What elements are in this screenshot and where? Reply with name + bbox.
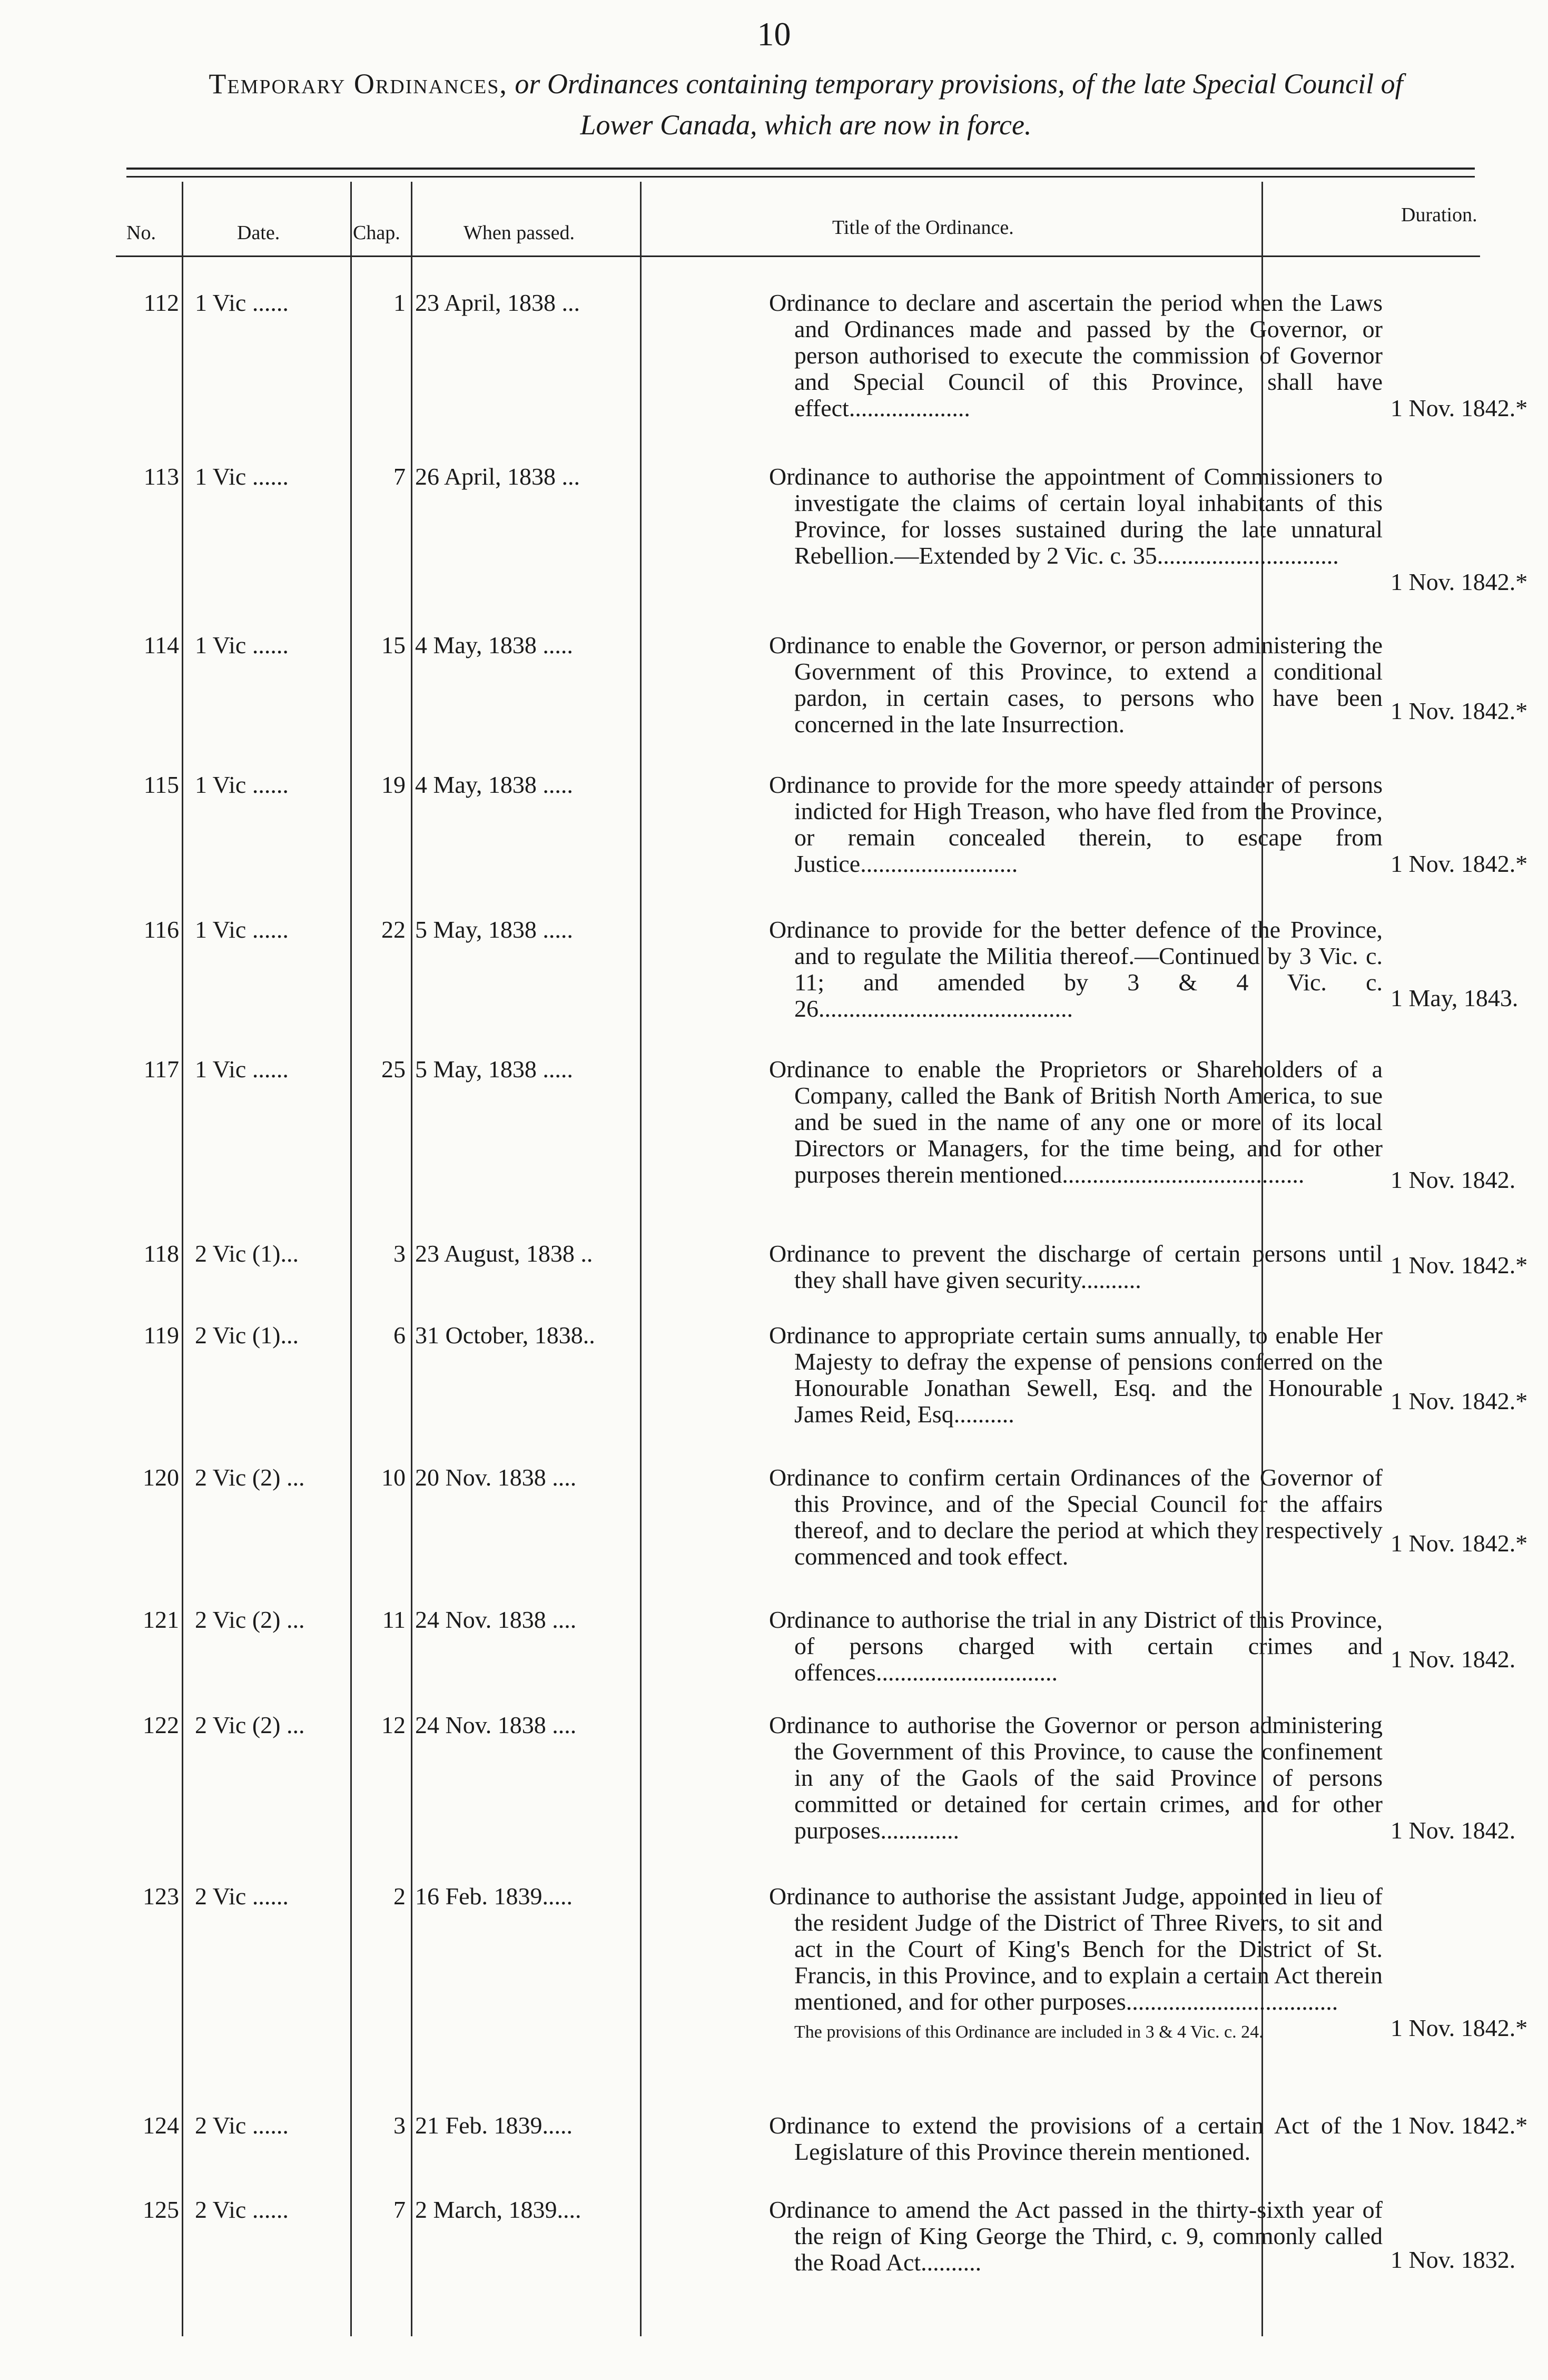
row-chap: 3 (393, 2112, 406, 2139)
row-chap: 7 (393, 463, 406, 490)
row-title-text: Ordinance to declare and ascertain the period when the Laws and Ordinances made and passed by the Governor, or person authorised to execute the commission of Governor and Special Council of this Province, shall have effect.................... (769, 289, 1383, 421)
row-chap: 7 (393, 2196, 406, 2223)
row-duration: 1 Nov. 1842.* (1391, 697, 1528, 724)
row-date: 1 Vic ...... (195, 463, 289, 490)
row-title (769, 464, 1383, 569)
row-no: 114 (143, 632, 179, 658)
row-duration: 1 Nov. 1842.* (1391, 1252, 1528, 1278)
row-duration: 1 Nov. 1832. (1391, 2246, 1516, 2273)
row-no: 118 (143, 1240, 179, 1267)
row-when-passed: 2 March, 1839.... (415, 2196, 581, 2223)
title-rest: or Ordinances containing temporary provisions, of the late Special Council of (515, 68, 1403, 100)
table-header (116, 184, 1480, 263)
header-no: No. (126, 222, 156, 244)
row-when-passed: 16 Feb. 1839..... (415, 1883, 573, 1910)
row-when-passed: 31 October, 1838.. (415, 1322, 595, 1349)
row-date: 2 Vic ...... (195, 2196, 289, 2223)
row-date: 2 Vic ...... (195, 2112, 289, 2139)
row-title-text: Ordinance to enable the Proprietors or Shareholders of a Company, called the Bank of British North America, to sue and be sued in the name of any one or more of its local Directors or Managers, for the time being, and for other purposes therein mentioned........................................ (769, 1056, 1383, 1188)
row-date: 2 Vic (1)... (195, 1240, 299, 1267)
row-duration: 1 Nov. 1842.* (1391, 2112, 1528, 2139)
row-no: 119 (143, 1322, 179, 1349)
row-duration: 1 Nov. 1842.* (1391, 568, 1528, 595)
row-date: 2 Vic (2) ... (195, 1712, 305, 1738)
row-title (769, 1464, 1383, 1570)
row-title (769, 1607, 1383, 1686)
page-title (116, 63, 1496, 145)
row-title-text: Ordinance to prevent the discharge of certain persons until they shall have given security.......... (769, 1240, 1383, 1293)
page-number: 10 (757, 15, 791, 53)
row-title-text: Ordinance to enable the Governor, or person administering the Government of this Province, to extend a conditional pardon, in certain cases, to persons who have been concerned in the late Insurrection. (769, 632, 1383, 737)
row-duration: 1 Nov. 1842.* (1391, 850, 1528, 877)
title-line2: Lower Canada, which are now in force. (580, 109, 1032, 141)
row-title-text: Ordinance to authorise the trial in any District of this Province, of persons charged with certain crimes and offences.............................. (769, 1606, 1383, 1686)
row-chap: 19 (381, 771, 406, 798)
row-duration: 1 Nov. 1842.* (1391, 395, 1528, 421)
row-chap: 25 (381, 1056, 406, 1083)
title-double-rule (126, 168, 1475, 178)
row-note: The provisions of this Ordinance are included in 3 & 4 Vic. c. 24. (794, 2022, 1264, 2042)
column-divider-chap (411, 182, 412, 2336)
row-when-passed: 4 May, 1838 ..... (415, 632, 573, 658)
row-when-passed: 5 May, 1838 ..... (415, 1056, 573, 1083)
row-chap: 3 (393, 1240, 406, 1267)
row-when-passed: 24 Nov. 1838 .... (415, 1712, 577, 1738)
header-title: Title of the Ordinance. (832, 217, 1014, 239)
row-no: 125 (143, 2196, 179, 2223)
row-duration: 1 Nov. 1842. (1391, 1646, 1516, 1673)
row-title-text: Ordinance to authorise the Governor or person administering the Government of this Province, to cause the confinement in any of the Gaols of the said Province of persons committed or detained for certain crimes, and for other purposes............. (769, 1712, 1383, 1844)
row-title (769, 290, 1383, 421)
row-when-passed: 26 April, 1838 ... (415, 463, 580, 490)
row-duration: 1 Nov. 1842. (1391, 1817, 1516, 1844)
row-no: 121 (143, 1606, 179, 1633)
row-title (769, 632, 1383, 737)
row-date: 2 Vic (2) ... (195, 1606, 305, 1633)
row-title-text: Ordinance to authorise the appointment of Commissioners to investigate the claims of certain loyal inhabitants of this Province, for losses sustained during the late unnatural Rebellion.—Extended by 2 Vic. c. 35.............................. (769, 463, 1383, 569)
row-no: 117 (143, 1056, 179, 1083)
row-when-passed: 5 May, 1838 ..... (415, 916, 573, 943)
row-title (769, 2112, 1383, 2165)
row-no: 123 (143, 1883, 179, 1910)
row-title (769, 772, 1383, 877)
row-title (769, 1241, 1383, 1293)
row-date: 1 Vic ...... (195, 289, 289, 316)
row-title-text: Ordinance to provide for the better defence of the Province, and to regulate the Militia thereof.—Continued by 3 Vic. c. 11; and amended by 3 & 4 Vic. c. 26.......................................... (769, 916, 1383, 1022)
row-date: 1 Vic ...... (195, 632, 289, 658)
row-when-passed: 23 August, 1838 .. (415, 1240, 593, 1267)
row-date: 1 Vic ...... (195, 771, 289, 798)
header-date: Date. (237, 222, 280, 244)
row-date: 2 Vic (2) ... (195, 1464, 305, 1491)
row-chap: 15 (381, 632, 406, 658)
row-title (769, 1056, 1383, 1188)
row-date: 2 Vic ...... (195, 1883, 289, 1910)
row-when-passed: 4 May, 1838 ..... (415, 771, 573, 798)
row-duration: 1 Nov. 1842. (1391, 1166, 1516, 1193)
row-chap: 22 (381, 916, 406, 943)
row-date: 1 Vic ...... (195, 1056, 289, 1083)
row-when-passed: 21 Feb. 1839..... (415, 2112, 573, 2139)
row-when-passed: 20 Nov. 1838 .... (415, 1464, 577, 1491)
row-no: 112 (143, 289, 179, 316)
row-date: 1 Vic ...... (195, 916, 289, 943)
row-no: 120 (143, 1464, 179, 1491)
row-title-text: Ordinance to extend the provisions of a certain Act of the Legislature of this Province therein mentioned. (769, 2112, 1383, 2165)
title-prefix: Temporary Ordinances, (209, 68, 508, 100)
row-chap: 2 (393, 1883, 406, 1910)
row-title (769, 2197, 1383, 2276)
row-title (769, 1322, 1383, 1428)
row-chap: 11 (382, 1606, 406, 1633)
row-title-text: Ordinance to authorise the assistant Judge, appointed in lieu of the resident Judge of the District of Three Rivers, to sit and act in the Court of King's Bench for the District of St. Francis, in this Province, and to explain a certain Act therein mentioned, and for other purposes................................... (769, 1883, 1383, 2015)
row-no: 124 (143, 2112, 179, 2139)
row-title-text: Ordinance to confirm certain Ordinances of the Governor of this Province, and of the Special Council for the affairs thereof, and to declare the period at which they respectively commenced and took effect. (769, 1464, 1383, 1570)
row-when-passed: 24 Nov. 1838 .... (415, 1606, 577, 1633)
column-divider-no (182, 182, 183, 2336)
row-title-text: Ordinance to provide for the more speedy attainder of persons indicted for High Treason, who have fled from the Province, or remain concealed therein, to escape from Justice.......................... (769, 771, 1383, 877)
row-duration: 1 Nov. 1842.* (1391, 1530, 1528, 1557)
row-chap: 6 (393, 1322, 406, 1349)
row-title-text: Ordinance to appropriate certain sums annually, to enable Her Majesty to defray the expense of pensions conferred on the Honourable Jonathan Sewell, Esq. and the Honourable James Reid, Esq.......... (769, 1322, 1383, 1428)
row-when-passed: 23 April, 1838 ... (415, 289, 580, 316)
header-chap: Chap. (353, 222, 400, 244)
header-duration: Duration. (1401, 204, 1477, 226)
row-no: 113 (143, 463, 179, 490)
row-no: 116 (143, 916, 179, 943)
row-title (769, 917, 1383, 1022)
row-no: 122 (143, 1712, 179, 1738)
row-duration: 1 Nov. 1842.* (1391, 2014, 1528, 2041)
header-when-passed: When passed. (464, 222, 575, 244)
row-no: 115 (143, 771, 179, 798)
row-title-text: Ordinance to amend the Act passed in the thirty-sixth year of the reign of King George the Third, c. 9, commonly called the Road Act.......... (769, 2196, 1383, 2276)
row-duration: 1 May, 1843. (1391, 985, 1519, 1011)
row-chap: 12 (381, 1712, 406, 1738)
row-title (769, 1883, 1383, 2045)
row-date: 2 Vic (1)... (195, 1322, 299, 1349)
header-rule (116, 255, 1480, 257)
row-title (769, 1712, 1383, 1844)
row-chap: 1 (393, 289, 406, 316)
row-duration: 1 Nov. 1842.* (1391, 1388, 1528, 1414)
row-chap: 10 (381, 1464, 406, 1491)
